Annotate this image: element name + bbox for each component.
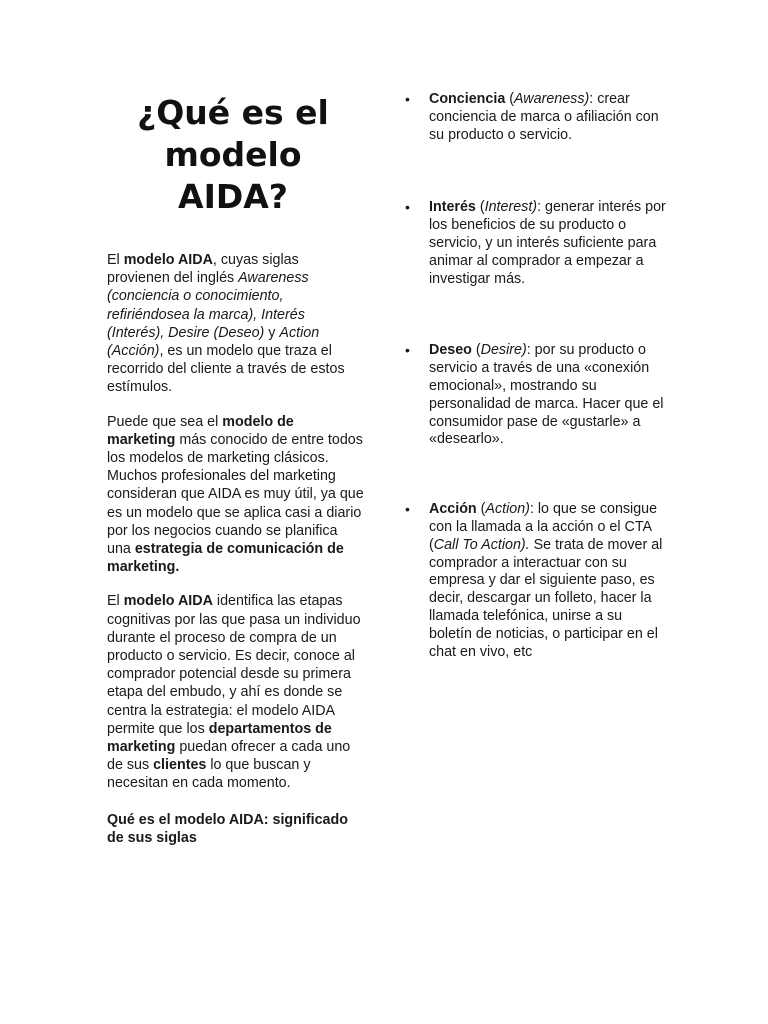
marketing-model-paragraph [107,413,365,577]
list-item-interest [405,199,667,288]
bullet-icon: • [405,91,410,107]
aida-stages-list [405,91,667,661]
bold-run: modelo de marketing [107,413,294,448]
bullet-icon: • [405,342,410,359]
bold-run: modelo AIDA [123,593,213,610]
text-run: más conocido de entre todos los modelos de marketing clásicos. Muchos profesionales del marketing consideran que AIDA es muy útil, ya que es un modelo que se aplica casi a diario por los negocios cuando se planifica una [107,431,364,558]
text-run: Puede que sea el [107,413,223,430]
intro-paragraph [107,251,365,397]
text-run: ( [505,91,515,107]
left-column [107,92,365,847]
title-line-1: ¿Qué es el [137,93,329,132]
title-line-2: modelo [164,135,302,174]
text-run: El [107,593,124,610]
text-run: ( [475,199,485,216]
text-run: identifica las etapas cognitivas por las que pasa un individuo durante el proceso de compra de un producto o servicio. Es decir, conoce al comprador potencial desde su primera etapa del embudo, y ahí es donde se centra la estrategia: el modelo AIDA permite que los [107,593,361,737]
text-run: , cuyas siglas provienen del inglés [107,252,299,287]
list-item-action [405,501,667,661]
bold-run: clientes [153,757,207,774]
italic-run: Action (Acción) [107,324,320,360]
stage-description: : lo que se consigue con la llamada a la acción o el CTA ( [429,501,658,553]
stage-english: Call To Action). [433,536,530,553]
list-item-awareness [405,91,667,144]
bold-run: estrategia de comunicación de marketing. [107,541,344,576]
cognitive-stages-paragraph [107,592,365,792]
text-run: ( [476,501,486,518]
stage-description: : por su producto o servicio a través de una «conexión emocional», mostrando su personalidad de marca. Hacer que el consumidor pase de «gustarle» a «desearlo». [429,342,664,448]
bullet-icon: • [405,501,410,518]
text-run: puedan ofrecer a cada uno de sus [107,739,351,774]
stage-english: Awareness) [514,91,590,107]
stage-term: Deseo [429,342,472,359]
section-subheading: Qué es el modelo AIDA: significado de sus siglas [107,811,348,846]
bold-run: modelo AIDA [123,252,213,268]
stage-term: Acción [429,501,477,518]
stage-term: Conciencia [429,91,506,107]
text-run: y [264,324,280,341]
stage-description: : crear conciencia de marca o afiliación con su producto o servicio. [429,91,659,143]
title-line-3: AIDA? [178,177,288,216]
right-column [405,91,667,661]
stage-english: Action) [485,501,530,518]
stage-english: Desire) [480,342,527,359]
text-run: , es un modelo que traza el recorrido del cliente a través de estos estímulos. [107,343,345,396]
text-run: El [107,252,124,268]
text-run: ( [471,342,481,359]
stage-description: : generar interés por los beneficios de su producto o servicio, y un interés suficiente para animar al comprador a empezar a investigar más. [429,199,666,287]
bullet-icon: • [405,199,410,216]
page-title [101,92,365,218]
list-item-desire [405,342,667,449]
stage-term: Interés [429,199,476,216]
stage-description: Se trata de mover al comprador a interactuar con su empresa y dar el siguiente paso, es decir, descargar un folleto, hacer la llamada telefónica, unirse a su boletín de noticias, o participar en el chat en vivo, etc [429,536,663,660]
bold-run: departamentos de marketing [107,720,332,756]
text-run: lo que buscan y necesitan en cada momento. [107,757,311,792]
italic-run: Awareness (conciencia o conocimiento, refiriéndosea la marca), Interés (Interés), Desire (Deseo) [107,270,309,341]
stage-english: Interest) [484,199,538,216]
